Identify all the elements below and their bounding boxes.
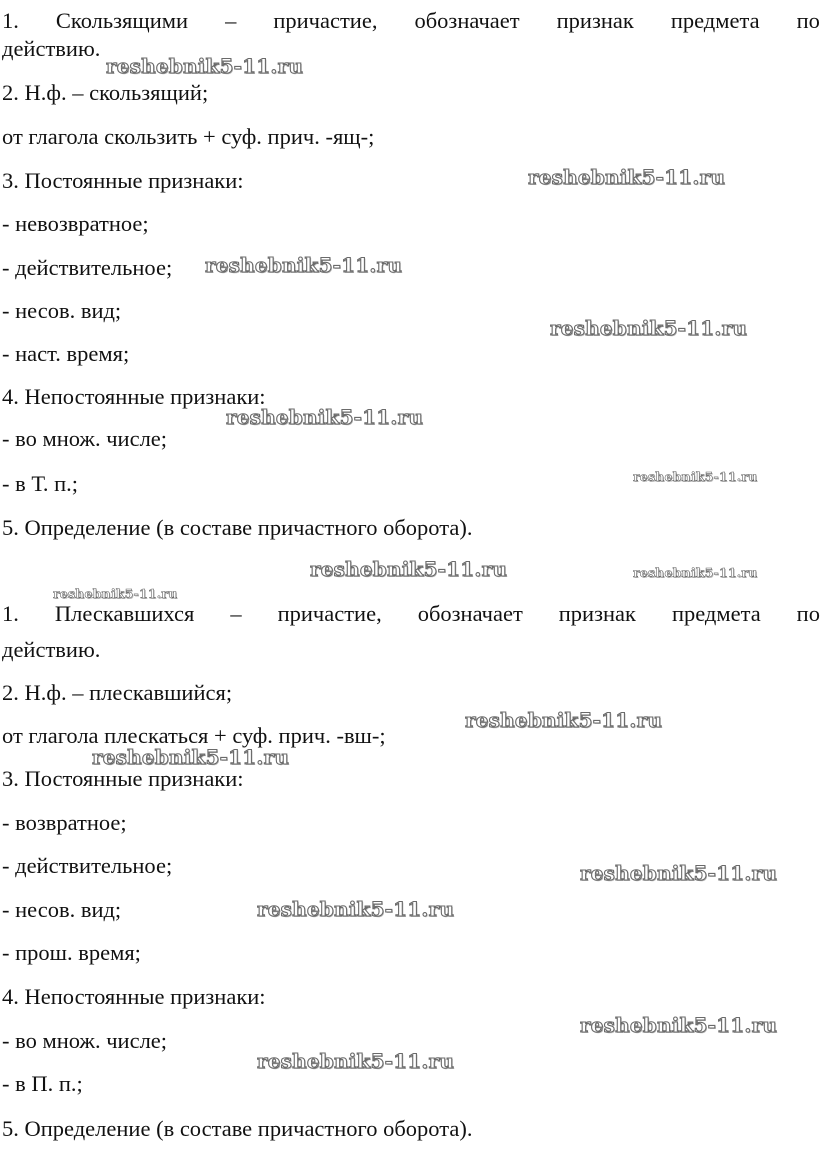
watermark: reshebnik5-11.ru — [528, 165, 726, 189]
word: признак — [556, 8, 634, 33]
watermark: reshebnik5-11.ru — [257, 1049, 455, 1073]
b2-line-11: - в П. п.; — [2, 1071, 83, 1096]
b1-line-6: - действительное; — [2, 255, 173, 280]
watermark: reshebnik5-11.ru — [633, 469, 758, 484]
watermark: reshebnik5-11.ru — [310, 557, 508, 581]
word: обозначает — [417, 601, 523, 626]
b1-line-8: - наст. время; — [2, 341, 130, 366]
word: обозначает — [414, 8, 520, 33]
word: – — [230, 601, 242, 626]
watermark: reshebnik5-11.ru — [550, 316, 748, 340]
word: по — [796, 8, 820, 33]
b2-line-8: - прош. время; — [2, 940, 141, 965]
b2-line-2: 2. Н.ф. – плескавшийся; — [2, 680, 233, 705]
b1-line-5: - невозвратное; — [2, 211, 149, 236]
b2-line-5: - возвратное; — [2, 810, 127, 835]
watermark: reshebnik5-11.ru — [205, 253, 403, 277]
word: причастие, — [277, 601, 382, 626]
b1-line-12: 5. Определение (в составе причастного оборота). — [2, 515, 473, 540]
b2-line-6: - действительное; — [2, 853, 173, 878]
word: признак — [558, 601, 636, 626]
b1-line-1-cont: действию. — [2, 36, 101, 61]
word: 1. — [2, 8, 19, 33]
word: Скользящими — [55, 8, 189, 33]
watermark: reshebnik5-11.ru — [580, 1013, 778, 1037]
watermark: reshebnik5-11.ru — [92, 745, 290, 769]
b2-line-1-cont: действию. — [2, 637, 101, 662]
watermark: reshebnik5-11.ru — [580, 861, 778, 885]
word: предмета — [670, 8, 760, 33]
b2-line-1 — [2, 601, 820, 627]
word: причастие, — [273, 8, 378, 33]
b2-line-12: 5. Определение (в составе причастного оборота). — [2, 1116, 473, 1141]
b1-line-4: 3. Постоянные признаки: — [2, 168, 244, 193]
word: Плескавшихся — [54, 601, 195, 626]
b2-line-9: 4. Непостоянные признаки: — [2, 984, 266, 1009]
word: – — [225, 8, 237, 33]
watermark: reshebnik5-11.ru — [465, 708, 663, 732]
word: по — [796, 601, 820, 626]
watermark: reshebnik5-11.ru — [106, 54, 304, 78]
word: 1. — [2, 601, 19, 626]
b2-line-3: от глагола плескаться + суф. прич. -вш-; — [2, 723, 386, 748]
watermark: reshebnik5-11.ru — [257, 897, 455, 921]
b1-line-3: от глагола скользить + суф. прич. -ящ-; — [2, 124, 375, 149]
b2-line-7: - несов. вид; — [2, 897, 122, 922]
b2-line-10: - во множ. числе; — [2, 1028, 168, 1053]
b1-line-7: - несов. вид; — [2, 298, 122, 323]
watermark: reshebnik5-11.ru — [53, 586, 178, 601]
b1-line-10: - во множ. числе; — [2, 426, 168, 451]
b1-line-9: 4. Непостоянные признаки: — [2, 384, 266, 409]
b1-line-1 — [2, 8, 820, 34]
b2-line-4: 3. Постоянные признаки: — [2, 766, 244, 791]
word: предмета — [671, 601, 761, 626]
watermark: reshebnik5-11.ru — [226, 405, 424, 429]
b1-line-2: 2. Н.ф. – скользящий; — [2, 80, 209, 105]
watermark: reshebnik5-11.ru — [633, 565, 758, 580]
b1-line-11: - в Т. п.; — [2, 471, 79, 496]
